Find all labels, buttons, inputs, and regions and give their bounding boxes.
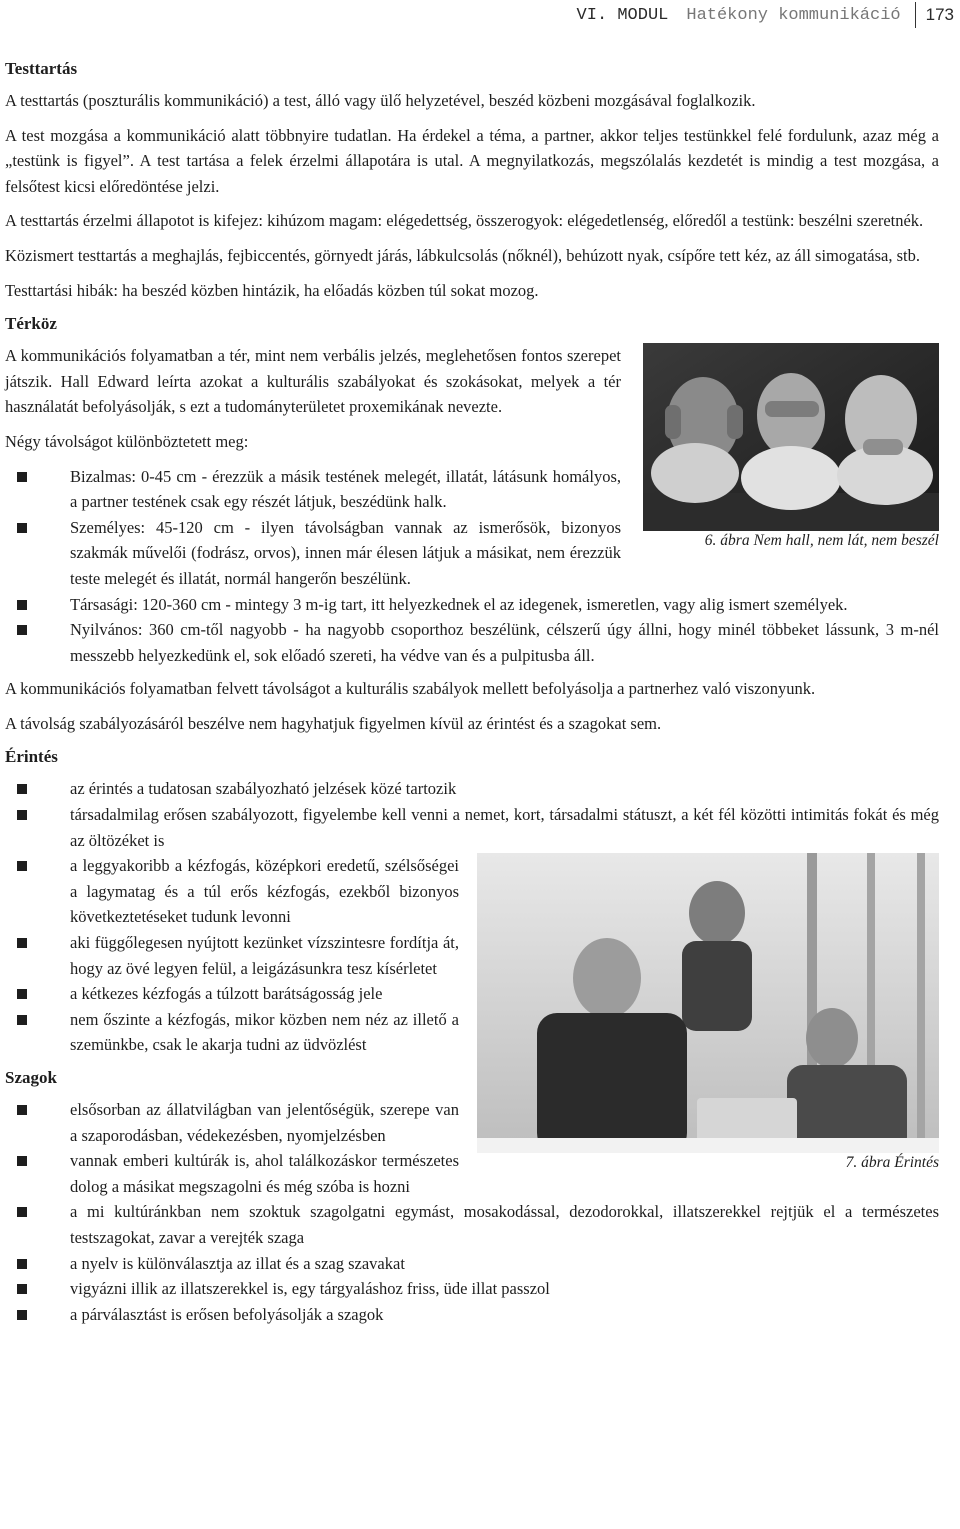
list-item: a leggyakoribb a kézfogás, középkori eredetű, szélsőségei a lagymatag és a túl erős kézfogás, ezekből bizonyos következtetéseket tudunk levonni: [5, 853, 939, 930]
paragraph: A távolság szabályozásáról beszélve nem hagyhatjuk figyelmen kívül az érintést és a szagokat sem.: [5, 713, 662, 733]
section-title-szagok: Szagok: [5, 1068, 57, 1087]
module-label: VI. MODUL: [576, 5, 669, 25]
header-title: Hatékony kommunikáció: [686, 5, 901, 25]
page-content: [5, 55, 939, 1335]
list-item: vannak emberi kultúrák is, ahol találkozáskor természetes dolog a másikat megszagolni és még szóba is hozni: [5, 1148, 939, 1199]
paragraph: A testtartás érzelmi állapotot is kifejez: kihúzom magam: elégedettség, összerogyok: elégedetlenség, előredől a testünk: beszélni szeretnék.: [5, 211, 924, 231]
figure-6-caption: 6. ábra Nem hall, nem lát, nem beszél: [704, 532, 939, 550]
header-divider: [915, 2, 916, 28]
paragraph: A test mozgása a kommunikáció alatt többnyire tudatlan. Ha érdekel a téma, a partner, akkor teljes testünkkel felé fordulunk, azaz még a „testünk is figyel”. A test tartása a felek érzelmi állapotára is utal. A megnyilatkozás, megszólalás kezdetét is mindig a test mozgása, a felsőtest kicsi előredöntése jelzi.: [5, 125, 939, 196]
distance-list: [5, 464, 939, 669]
list-item: társadalmilag erősen szabályozott, figyelembe kell venni a nemet, kort, társadalmi státuszt, a két fél közötti intimitás fokát és még az öltözéket is: [5, 802, 939, 853]
list-item: Társasági: 120-360 cm - mintegy 3 m-ig tart, itt helyezkednek el az idegenek, ismeretlen, vagy alig ismert személyek.: [5, 592, 939, 618]
list-item: az érintés a tudatosan szabályozható jelzések közé tartozik: [5, 776, 939, 802]
list-item: a mi kultúránkban nem szoktuk szagolgatni egymást, mosakodással, dezodorokkal, illatszerekkel rejtjük el a természetes testszagokat, zavar a verejték szaga: [5, 1199, 939, 1250]
smell-list: [5, 1097, 939, 1327]
figure-7-caption: 7. ábra Érintés: [845, 1154, 939, 1172]
list-item: nem őszinte a kézfogás, mikor közben nem néz az illető a szemünkbe, csak le akarja tudni az üdvözlést: [5, 1007, 939, 1058]
list-item: a nyelv is különválasztja az illat és a szag szavakat: [5, 1251, 939, 1277]
list-item: aki függőlegesen nyújtott kezünket vízszintesre fordítja át, hogy az övé legyen felül, a leigázásunkra tesz kísérletet: [5, 930, 939, 981]
page-header: [577, 3, 954, 27]
paragraph: Testtartási hibák: ha beszéd közben hintázik, ha előadás közben túl sokat mozog.: [5, 280, 539, 300]
section-title-erintes: Érintés: [5, 747, 58, 767]
section-title-testtartas: Testtartás: [5, 59, 78, 78]
list-item: elsősorban az állatvilágban van jelentőségük, szerepe van a szaporodásban, védekezésben, nyomjelzésben: [5, 1097, 939, 1148]
page-number: 173: [925, 5, 954, 24]
section-title-terkoz: Térköz: [5, 314, 57, 334]
paragraph: A kommunikációs folyamatban felvett távolságot a kulturális szabályok mellett befolyásolja a partnerhez való viszonyunk.: [5, 679, 816, 699]
paragraph: A testtartás (poszturális kommunikáció) a test, álló vagy ülő helyzetével, beszéd közbeni mozgásával foglalkozik.: [5, 91, 756, 110]
list-item: vigyázni illik az illatszerekkel is, egy tárgyaláshoz friss, üde illat passzol: [5, 1276, 939, 1302]
paragraph: Közismert testtartás a meghajlás, fejbiccentés, görnyedt járás, lábkulcsolás (nőknél), behúzott nyak, csípőre tett kéz, az áll simogatása, stb.: [5, 245, 920, 265]
list-item: Bizalmas: 0-45 cm - érezzük a másik testének melegét, illatát, látásunk homályos, a partner testének csak egy részét látjuk, beszédünk halk.: [5, 464, 939, 515]
paragraph: A kommunikációs folyamatban a tér, mint nem verbális jelzés, meglehetősen fontos szerepet játszik. Hall Edward leírta azokat a kulturális szabályokat és szokásokat, melyek a tér használatát befolyásolják, s ezt a tudományterületet proxemikának nevezte.: [5, 346, 621, 417]
list-item: a kétkezes kézfogás a túlzott barátságosság jele: [5, 981, 939, 1007]
list-item: Nyilvános: 360 cm-től nagyobb - ha nagyobb csoporthoz beszélünk, célszerű úgy állni, hogy minél többeket lássunk, 3 m-nél messzebb helyezkedünk el, sok előadó szereti, ha védve van és a pulpitusba áll.: [5, 617, 939, 668]
list-item: a párválasztást is erősen befolyásolják a szagok: [5, 1302, 939, 1328]
list-item: Személyes: 45-120 cm - ilyen távolságban vannak az ismerősök, bizonyos szakmák művelői (fodrász, orvos), innen már élesen látjuk a másikat, nem érezzük teste melegét és illatát, normál hangerőn beszélünk.: [5, 515, 939, 592]
paragraph: Négy távolságot különböztetett meg:: [5, 431, 249, 451]
